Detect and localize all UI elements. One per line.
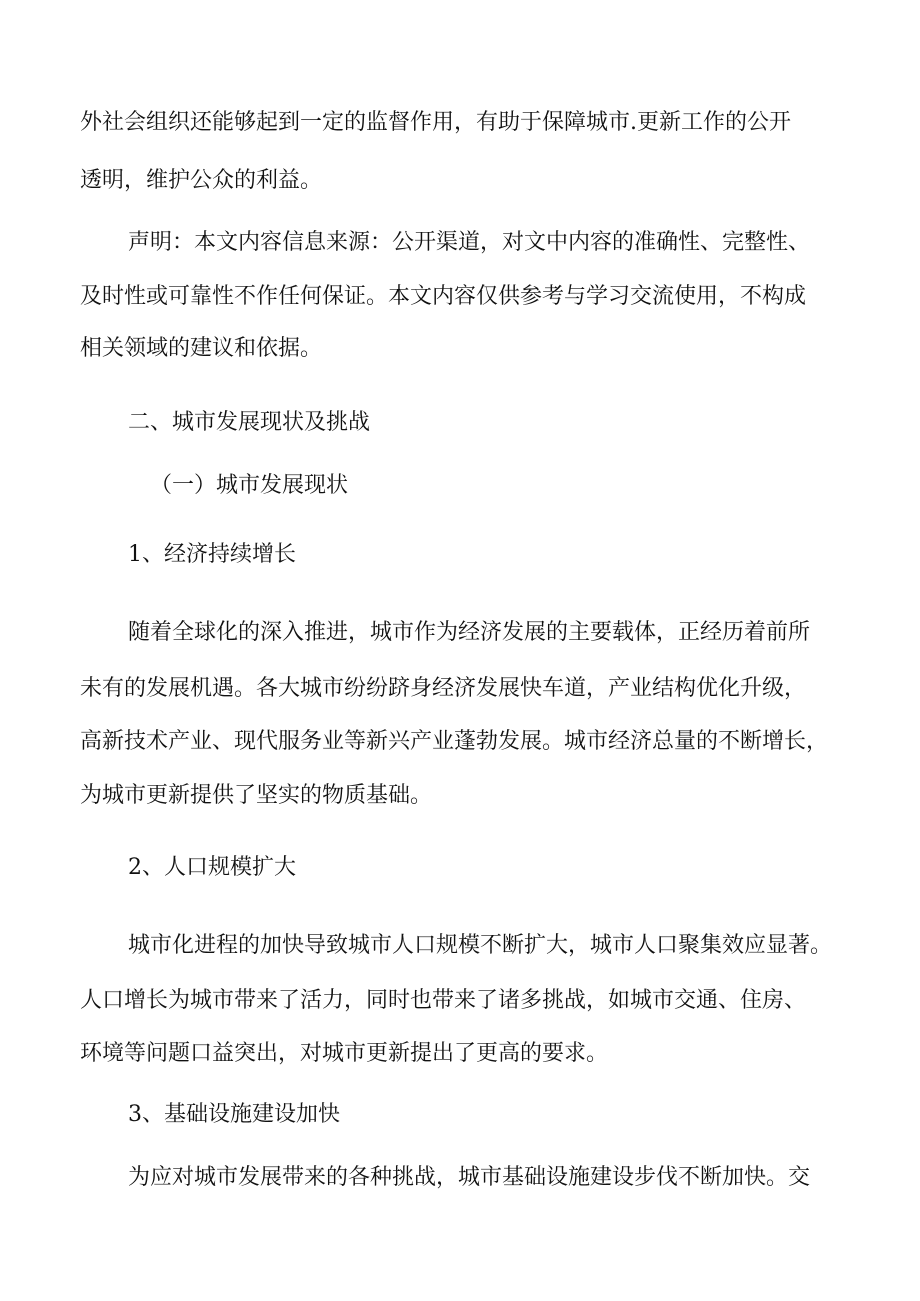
item-heading: 3、基础设施建设加快 [128, 1102, 340, 1127]
subsection-heading: （一）城市发展现状 [150, 473, 349, 498]
paragraph-line: 为城市更新提供了坚实的物质基础。 [80, 783, 433, 808]
paragraph-line: 人口增长为城市带来了活力，同时也带来了诸多挑战，如城市交通、住房、 [80, 988, 807, 1013]
paragraph-line: 外社会组织还能够起到一定的监督作用，有助于保障城市.更新工作的公开 [80, 110, 791, 135]
disclaimer-line: 声明：本文内容信息来源：公开渠道，对文中内容的准确性、完整性、 [128, 230, 811, 255]
disclaimer-line: 及时性或可靠性不作任何保证。本文内容仅供参考与学习交流使用，不构成 [80, 284, 807, 309]
paragraph-line: 随着全球化的深入推进，城市作为经济发展的主要载体，正经历着前所 [128, 620, 811, 645]
paragraph-line: 为应对城市发展带来的各种挑战，城市基础设施建设步伐不断加快。交 [128, 1165, 811, 1190]
paragraph-line: 透明，维护公众的利益。 [80, 168, 323, 193]
section-heading: 二、城市发展现状及挑战 [128, 410, 371, 435]
paragraph-line: 高新技术产业、现代服务业等新兴产业蓬勃发展。城市经济总量的不断增长， [80, 729, 829, 754]
disclaimer-line: 相关领域的建议和依据。 [80, 336, 323, 361]
paragraph-line: 城市化进程的加快导致城市人口规模不断扩大，城市人口聚集效应显著。 [128, 933, 833, 958]
paragraph-line: 未有的发展机遇。各大城市纷纷跻身经济发展快车道，产业结构优化升级， [80, 676, 807, 701]
item-heading: 2、人口规模扩大 [128, 855, 296, 880]
item-heading: 1、经济持续增长 [128, 542, 296, 567]
paragraph-line: 环境等问题口益突出，对城市更新提出了更高的要求。 [80, 1041, 609, 1066]
